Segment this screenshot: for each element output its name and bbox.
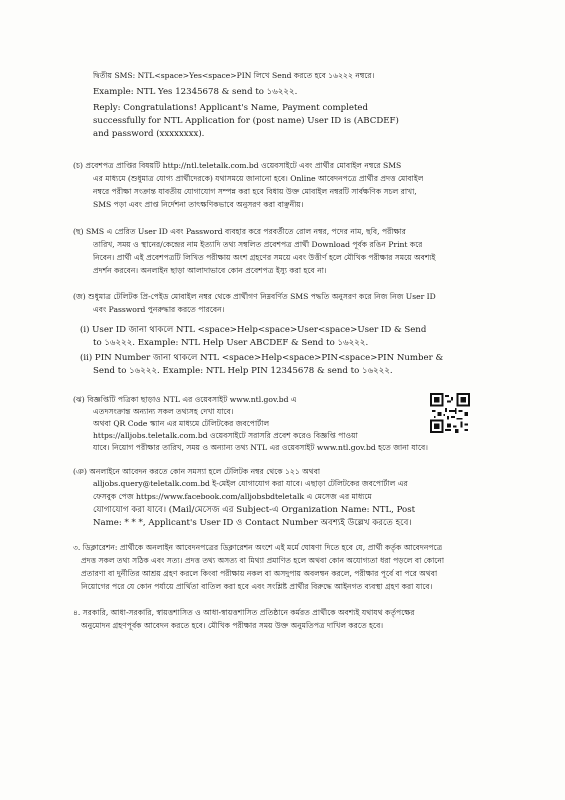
item-admit-card-line-3: নম্বরে পরীক্ষা সংক্রান্ত যাবতীয় যোগাযোগ সম্পন্ন করা হবে বিধায় উক্ত মোবাইল নম্বরটি সার্বক্ষণিক সচল রাখা, xyxy=(93,187,417,196)
qr-code-icon xyxy=(430,393,470,433)
item-website-line-4: https://alljobs.teletalk.com.bd ওয়েবসাইটে সরাসরি প্রবেশ করেও বিজ্ঞপ্তি পাওয়া xyxy=(93,431,358,440)
item-support-line-2: alljobs.query@teletalk.com.bd ই-মেইল যোগাযোগ করা যাবে। এছাড়া টেলিটকের জবপোর্টাল এর xyxy=(93,479,408,488)
item-website-line-2: এতদসংক্রান্ত অন্যান্য সকল তথ্যসহ দেখা যাবে। xyxy=(93,407,234,416)
declaration-line-3: প্রতারণা বা দুর্নীতির আশ্রয় গ্রহণ করলে কিংবা পরীক্ষায় নকল বা অসদুপায় অবলম্বন করলে, পরীক্ষার পূর্বে বা পরে অথবা xyxy=(81,569,438,578)
govt-employee-line-2: অনুমোদন গ্রহণপূর্বক আবেদন করতে হবে। মৌখিক পরীক্ষার সময় উক্ত অনুমতিপত্র দাখিল করতে হবে। xyxy=(81,621,384,630)
item-download-line-4: প্রদর্শন করবেন। অনলাইন ছাড়া আলাদাভাবে কোন প্রবেশপত্র ইস্যু করা হবে না। xyxy=(93,266,327,275)
item-admit-card-line-2: এর মাধ্যমে (শুধুমাত্র যোগ্য প্রার্থীদেরকে) যথাসময়ে জানানো হবে। Online আবেদনপত্রে প্রার্থীর প্রদত্ত মোবাইল xyxy=(93,174,424,183)
user-id-recovery-line-1: (i) User ID জানা থাকলে NTL <space>Help<space>User<space>User ID & Send xyxy=(80,325,427,335)
item-website-line-5: যাবে। নিয়োগ পরীক্ষার তারিখ, সময় ও অন্যান্য তথ্য NTL এর ওয়েবসাইট www.ntl.gov.bd হতে জানা যাবে। xyxy=(93,443,428,452)
declaration-line-2: প্রদত্ত সকল তথ্য সঠিক এবং সত্য। প্রদত্ত তথ্য অসত্য বা মিথ্যা প্রমাণিত হলে অথবা কোন অযোগ্যতা ধরা পড়লে বা কোনো xyxy=(81,556,445,565)
pin-recovery-line-2: Send to ১৬২২২. Example: NTL Help PIN 12345678 & send to ১৬২২২. xyxy=(93,366,393,376)
qr-code[interactable] xyxy=(430,393,470,433)
item-support-line-4: যোগাযোগ করা যাবে। (Mail/মেসেজ এর Subject-এ Organization Name: NTL, Post xyxy=(93,505,416,515)
pin-recovery-line-1: (ii) PIN Number জানা থাকলে NTL <space>Help<space>PIN<space>PIN Number & xyxy=(80,353,444,363)
item-recovery-line-1: (জ) শুধুমাত্র টেলিটক প্রি-পেইড মোবাইল নম্বর থেকে প্রার্থীগণ নিম্নবর্ণিত SMS পদ্ধতি অনুসরণ করে নিজ নিজ User ID xyxy=(73,292,436,301)
item-website-line-1: (ঝ) বিজ্ঞপ্তিটি পত্রিকা ছাড়াও NTL এর ওয়েবসাইট www.ntl.gov.bd এ xyxy=(73,395,297,404)
sms-example: Example: NTL Yes 12345678 & send to ১৬২২২. xyxy=(93,87,298,97)
item-support-line-3: ফেসবুক পেজ https://www.facebook.com/alljobsbdteletalk এ মেসেজ এর মাধ্যমে xyxy=(93,492,372,501)
item-recovery-line-2: এবং Password পুনরুদ্ধার করতে পারবেন। xyxy=(93,305,225,314)
reply-line-1: Reply: Congratulations! Applicant's Name, Payment completed xyxy=(93,103,368,113)
item-admit-card-line-4: SMS পড়া এবং প্রাপ্ত নির্দেশনা তাৎক্ষণিকভাবে অনুসরণ করা বাঞ্ছনীয়। xyxy=(93,200,304,209)
item-support-line-1: (ঞ) অনলাইনে আবেদন করতে কোন সমস্যা হলে টেলিটক নম্বর থেকে ১২১ অথবা xyxy=(73,467,321,476)
item-download-line-1: (ছ) SMS এ প্রেরিত User ID এবং Password ব্যবহার করে পরবর্তীতে রোল নম্বর, পদের নাম, ছবি, পরীক্ষার xyxy=(73,227,406,236)
declaration-line-4: নিয়োগের পরে যে কোন পর্যায়ে প্রার্থিতা বাতিল করা হবে এবং সংশ্লিষ্ট প্রার্থীর বিরুদ্ধে আইনগত ব্যবস্থা গ্রহণ করা যাবে। xyxy=(81,582,433,591)
item-support-line-5: Name: * * *, Applicant's User ID ও Contact Number অবশ্যই উল্লেখ করতে হবে। xyxy=(93,518,412,528)
item-admit-card-line-1: (চ) প্রবেশপত্র প্রাপ্তির বিষয়টি http://ntl.teletalk.com.bd ওয়েবসাইটে এবং প্রার্থীর মোবাইল নম্বরে SMS xyxy=(73,161,402,170)
user-id-recovery-line-2: to ১৬২২২. Example: NTL Help User ABCDEF & Send to ১৬২২২. xyxy=(93,338,369,348)
reply-line-2: successfully for NTL Application for (post name) User ID is (ABCDEF) xyxy=(93,116,399,126)
govt-employee-line-1: ৪. সরকারি, আধা-সরকারি, স্বায়ত্তশাসিত ও আধা-স্বায়ত্তশাসিত প্রতিষ্ঠানে কর্মরত প্রার্থীকে অবশ্যই যথাযথ কর্তৃপক্ষের xyxy=(73,608,415,617)
declaration-line-1: ৩. ডিক্লারেশন: প্রার্থীকে অনলাইন আবেদনপত্রের ডিক্লারেশন অংশে এই মর্মে ঘোষণা দিতে হবে যে, প্রার্থী কর্তৃক আবেদনপত্রে xyxy=(73,543,443,552)
item-website-line-3: অথবা QR Code স্ক্যান এর মাধ্যমে টেলিটকের জবপোর্টাল xyxy=(93,419,270,428)
reply-line-3: and password (xxxxxxxx). xyxy=(93,129,205,139)
item-download-line-3: নিবেন। প্রার্থী এই প্রবেশপত্রটি লিখিত পরীক্ষায় অংশ গ্রহণের সময়ে এবং উত্তীর্ণ হলে মৌখিক পরীক্ষার সময়ে অবশ্যই xyxy=(93,253,436,262)
item-download-line-2: তারিখ, সময় ও স্থানের/কেন্দ্রের নাম ইত্যাদি তথ্য সম্বলিত প্রবেশপত্র প্রার্থী Download পূর্বক রঙিন Print করে xyxy=(93,240,423,249)
second-sms-instruction: দ্বিতীয় SMS: NTL<space>Yes<space>PIN লিখে Send করতে হবে ১৬২২২ নম্বরে। xyxy=(93,71,375,80)
